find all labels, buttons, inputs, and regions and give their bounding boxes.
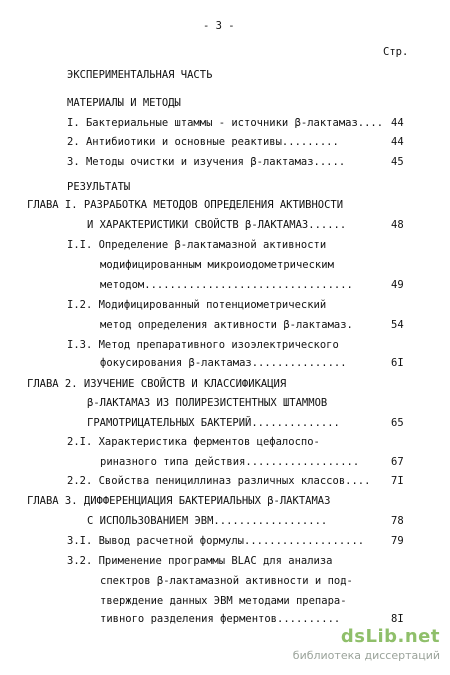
toc-line: методом................................. (100, 279, 353, 291)
toc-line: I. Бактериальные штаммы - источники β-лактамаз.... (67, 117, 384, 129)
toc-page: 8I (391, 613, 404, 625)
toc-line: ЭКСПЕРИМЕНТАЛЬНАЯ ЧАСТЬ (67, 69, 213, 81)
toc-page: 44 (391, 136, 404, 148)
toc-page: 78 (391, 515, 404, 527)
toc-page: 54 (391, 319, 404, 331)
toc-page: 65 (391, 417, 404, 429)
toc-line: 2. Антибиотики и основные реактивы......... (67, 136, 339, 148)
toc-line: 3.I. Вывод расчетной формулы................... (67, 535, 365, 547)
toc-line: С ИСПОЛЬЗОВАНИЕМ ЭВМ.................. (87, 515, 328, 527)
toc-line: I.I. Определение β-лактамазной активности (67, 239, 327, 251)
toc-line: риназного типа действия.................. (100, 456, 360, 468)
toc-page: 45 (391, 156, 404, 168)
toc-line: И ХАРАКТЕРИСТИКИ СВОЙСТВ β-ЛАКТАМАЗ...... (87, 219, 347, 231)
toc-line: тверждение данных ЭВМ методами препара- (100, 595, 347, 607)
toc-line: ГРАМОТРИЦАТЕЛЬНЫХ БАКТЕРИЙ.............. (87, 417, 340, 429)
page-number: - 3 - (203, 20, 235, 32)
toc-page: 6I (391, 357, 404, 369)
toc-line: ГЛАВА 2. ИЗУЧЕНИЕ СВОЙСТВ И КЛАССИФИКАЦИЯ (27, 378, 287, 390)
watermark (293, 626, 440, 662)
watermark-logo: dsLib.net (340, 626, 440, 647)
toc-line: РЕЗУЛЬТАТЫ (67, 181, 131, 193)
toc-page: 79 (391, 535, 404, 547)
toc-line: I.3. Метод препаративного изоэлектрического (67, 339, 339, 351)
toc-page: 49 (391, 279, 404, 291)
toc-line: ГЛАВА I. РАЗРАБОТКА МЕТОДОВ ОПРЕДЕЛЕНИЯ АКТИВНОСТИ (27, 199, 344, 211)
toc-page: 44 (391, 117, 404, 129)
watermark-subtitle: библиотека диссертаций (292, 649, 440, 662)
toc-line: фокусирования β-лактамаз............... (100, 357, 347, 369)
toc-page: 48 (391, 219, 404, 231)
toc-page: 7I (391, 475, 404, 487)
toc-line: метод определения активности β-лактамаз. (100, 319, 353, 331)
toc-line: 3.2. Применение программы BLAC для анализа (67, 555, 333, 567)
toc-line: β-ЛАКТАМАЗ ИЗ ПОЛИРЕЗИСТЕНТНЫХ ШТАММОВ (87, 397, 328, 409)
toc-line: 2.I. Характеристика ферментов цефалоспо- (67, 436, 320, 448)
toc-line: I.2. Модифицированный потенциометрический (67, 299, 327, 311)
column-header-page: Стр. (383, 46, 409, 58)
toc-line: 3. Методы очистки и изучения β-лактамаз..... (67, 156, 346, 168)
toc-line: ГЛАВА 3. ДИФФЕРЕНЦИАЦИЯ БАКТЕРИАЛЬНЫХ β-ЛАКТАМАЗ (27, 495, 331, 507)
toc-line: 2.2. Свойства пенициллиназ различных классов.... (67, 475, 371, 487)
toc-line: модифицированным микроиодометрическим (100, 259, 334, 271)
toc-page: 67 (391, 456, 404, 468)
toc-line: тивного разделения ферментов.......... (100, 613, 341, 625)
toc-line: МАТЕРИАЛЫ И МЕТОДЫ (67, 97, 181, 109)
toc-line: спектров β-лактамазной активности и под- (100, 575, 353, 587)
